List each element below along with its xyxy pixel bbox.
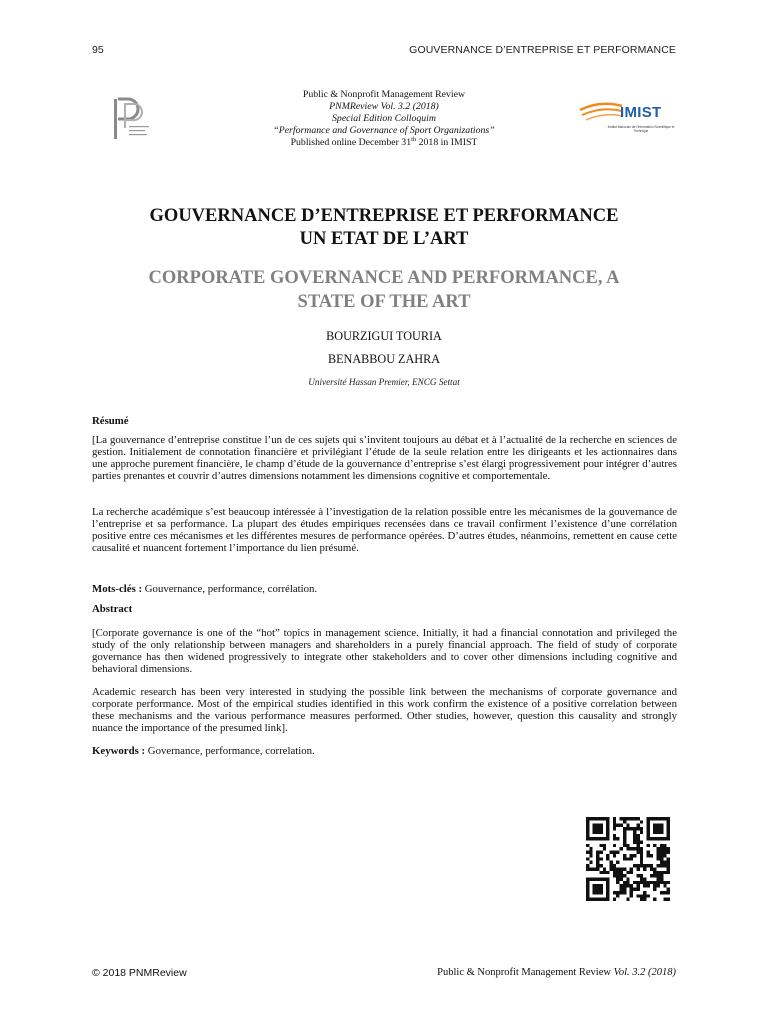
journal-colloquium-title: “Performance and Governance of Sport Organizations” bbox=[273, 125, 495, 136]
imist-wordmark: IMIST bbox=[620, 104, 662, 121]
journal-edition: Special Edition Colloquim bbox=[332, 113, 436, 124]
abstract-heading: Abstract bbox=[92, 603, 133, 615]
author-affiliation: Université Hassan Premier, ENCG Settat bbox=[308, 377, 460, 387]
author-name: BOURZIGUI TOURIA bbox=[326, 329, 442, 343]
journal-volume: PNMReview Vol. 3.2 (2018) bbox=[329, 101, 439, 112]
resume-keywords: Mots-clés : Gouvernance, performance, corrélation. bbox=[92, 583, 318, 595]
author-name: BENABBOU ZAHRA bbox=[327, 352, 441, 366]
title-english: CORPORATE GOVERNANCE AND PERFORMANCE, A STATE OF THE ART bbox=[148, 268, 620, 312]
imist-subtitle: Institut Marocain de l'Information Scientifique et Technique bbox=[607, 125, 675, 133]
resume-heading: Résumé bbox=[92, 415, 129, 427]
pnmreview-logo bbox=[112, 96, 154, 142]
abstract-keywords: Keywords : Governance, performance, correlation. bbox=[92, 745, 315, 757]
abstract-paragraph-1: [Corporate governance is one of the “hot” topics in management science. Initially, it had a financial connotation and privileged the study of the only relationship between managers and shareholders in a purely financial approach. The field of study of corporate governance has then widened progressively to integrate other stakeholders and to cover other dimensions including cognitive and behavioral dimensions. bbox=[92, 627, 677, 675]
resume-paragraph-2: La recherche académique s’est beaucoup intéressée à l’investigation de la relation possible entre les mécanismes de la gouvernance de l’entreprise et sa performance. La plupart des études empiriques recensées dans ce travail confirment l’existence d’une corrélation positive entre ces mécanismes et les différentes mesures de performance opérées. D’autres études, néanmoins, remettent en cause cette causalité et nuancent fortement l’importance du lien présumé. bbox=[92, 506, 677, 554]
journal-name: Public & Nonprofit Management Review bbox=[302, 89, 466, 100]
title-french: GOUVERNANCE D’ENTREPRISE ET PERFORMANCE UN ETAT DE L’ART bbox=[149, 206, 619, 249]
running-title: GOUVERNANCE D’ENTREPRISE ET PERFORMANCE bbox=[409, 44, 676, 56]
footer-copyright: © 2018 PNMReview bbox=[92, 967, 187, 979]
journal-publication-date: Published online December 31th 2018 in IMIST bbox=[290, 136, 478, 148]
abstract-paragraph-2: Academic research has been very interested in studying the possible link between the mechanisms of corporate governance and corporate performance. Most of the empirical studies identified in this work confirm the existence of a positive correlation between these mechanisms and the various performance measures performed. Other studies, however, question this causality and strongly nuance the importance of the presumed link]. bbox=[92, 686, 677, 734]
resume-paragraph-1: [La gouvernance d’entreprise constitue l’un de ces sujets qui s’invitent toujours au débat et à l’actualité de la recherche en sciences de gestion. Initialement de connotation financière et privilégiant l’étude de la seule relation entre les dirigeants et les actionnaires dans une approche purement financière, le champ d’étude de la gouvernance d’entreprise s’est élargi progressivement pour intégrer d’autres parties prenantes et couvrir d’autres dimensions notamment les dimensions cognitive et comportementale. bbox=[92, 434, 677, 482]
footer-journal: Public & Nonprofit Management Review Vol. 3.2 (2018) bbox=[437, 967, 676, 978]
journal-info bbox=[200, 89, 568, 149]
qr-code bbox=[586, 817, 670, 901]
page-number: 95 bbox=[92, 44, 104, 56]
